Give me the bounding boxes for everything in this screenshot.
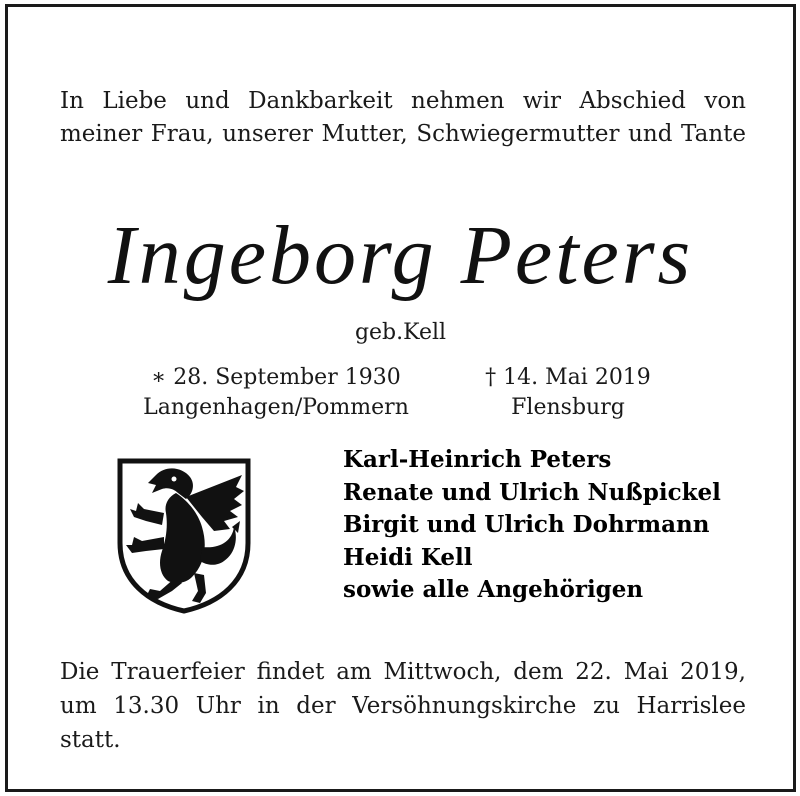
mourners-list [343,444,721,607]
birth-date: ∗ 28. September 1930 [151,365,401,390]
mourner-4: Heidi Kell [343,543,473,571]
intro-line-1: In Liebe und Dankbarkeit nehmen wir Abschied von [60,88,746,114]
deceased-name: Ingeborg Peters [107,209,694,302]
mourner-1: Karl-Heinrich Peters [343,446,612,473]
intro-line-2: meiner Frau, unserer Mutter, Schwiegermutter und Tante [60,121,746,147]
death-date: † 14. Mai 2019 [485,365,651,390]
death-place: Flensburg [511,395,625,420]
service-line-1: Die Trauerfeier findet am Mittwoch, dem 22. Mai 2019, [60,659,746,685]
mourner-2: Renate und Ulrich Nußpickel [343,478,721,506]
funeral-service-info [60,655,746,757]
obituary-frame [5,4,796,792]
mourner-3: Birgit und Ulrich Dohrmann [343,511,710,538]
death-info [468,363,668,423]
born-name: geb.Kell [354,320,447,345]
service-line-2: um 13.30 Uhr in der Versöhnungskirche zu Harrislee statt. [60,693,746,753]
griffin-coat-of-arms-icon [116,457,252,615]
intro-text [60,85,746,151]
birth-info [126,363,426,423]
mourner-5: sowie alle Angehörigen [343,576,644,603]
birth-place: Langenhagen/Pommern [143,395,409,420]
